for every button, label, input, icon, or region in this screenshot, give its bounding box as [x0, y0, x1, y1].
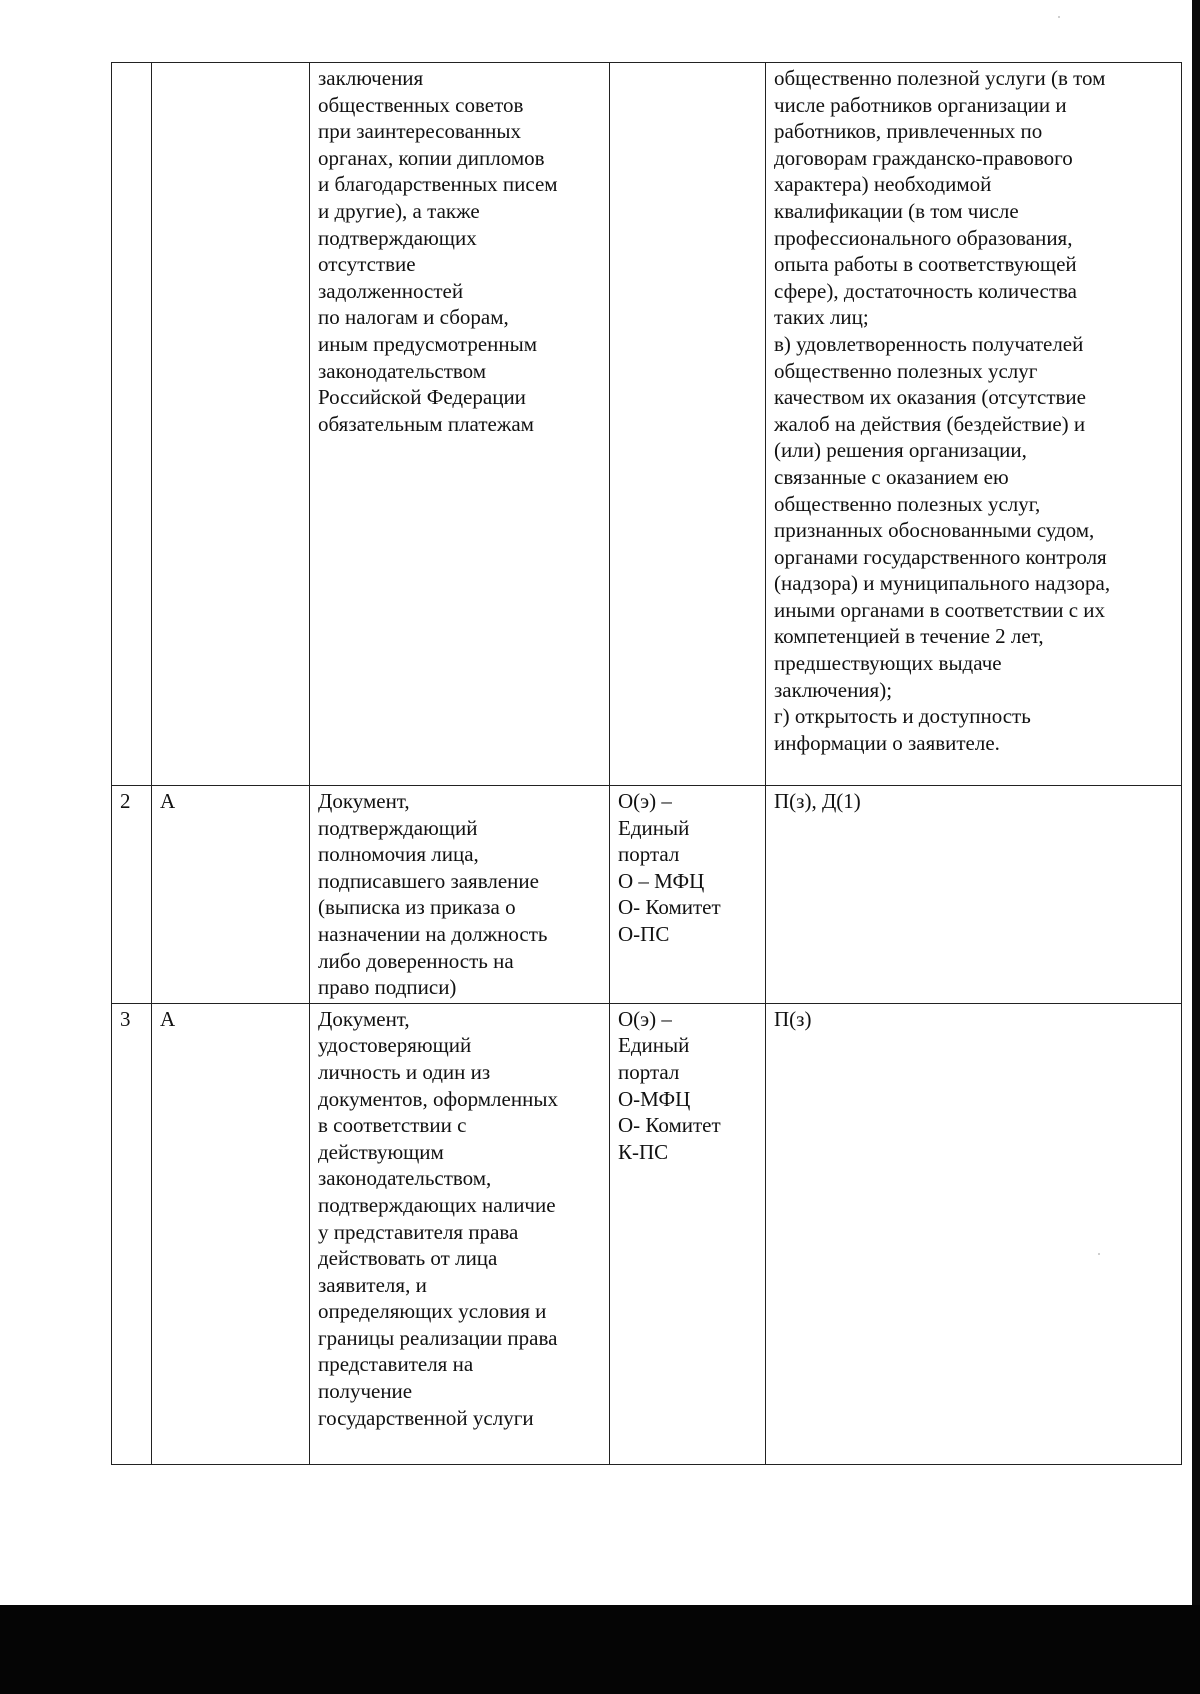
- cell-text-line: О-ПС: [618, 921, 670, 946]
- cell-text-line: Российской Федерации: [318, 385, 526, 410]
- cell-text-line: либо доверенность на: [318, 948, 514, 973]
- cell-text-line: компетенцией в течение 2 лет,: [774, 624, 1044, 649]
- cell-text-line: законодательством: [318, 358, 487, 383]
- cell-text-line: договорам гражданско-правового: [774, 145, 1073, 170]
- cell-text-line: (или) решения организации,: [774, 438, 1027, 463]
- cell-text-line: обязательным платежам: [318, 411, 534, 436]
- cell-text-line: опыта работы в соответствующей: [774, 252, 1077, 277]
- cell-text-line: личность и один из: [318, 1059, 491, 1084]
- scan-speck: [1058, 16, 1060, 18]
- table-row: [112, 63, 1182, 786]
- cell-text-line: общественно полезной услуги (в том: [774, 66, 1106, 90]
- cell-text-line: у представителя права: [318, 1219, 519, 1244]
- requirement-cell: [766, 1003, 1182, 1464]
- cell-text-line: жалоб на действия (бездействие) и: [774, 411, 1086, 436]
- document-cell: [310, 1003, 610, 1464]
- row-letter-cell: А: [152, 786, 310, 1004]
- requirement-cell: [766, 63, 1182, 786]
- cell-text-line: общественно полезных услуг: [774, 358, 1038, 383]
- row-number-cell: 2: [112, 786, 152, 1004]
- cell-text-line: О- Комитет: [618, 895, 721, 920]
- requirement-cell: [766, 786, 1182, 1004]
- cell-text-line: представителя на: [318, 1352, 474, 1377]
- cell-text-line: общественно полезных услуг,: [774, 491, 1041, 516]
- cell-text-line: определяющих условия и: [318, 1299, 547, 1324]
- cell-text-line: полномочия лица,: [318, 842, 479, 867]
- scan-edge-shadow: [1192, 0, 1200, 1694]
- cell-text-line: характера) необходимой: [774, 172, 992, 197]
- cell-text-line: действовать от лица: [318, 1246, 498, 1271]
- cell-text-line: (надзора) и муниципального надзора,: [774, 571, 1111, 596]
- cell-text-line: задолженностей: [318, 278, 464, 303]
- source-cell: [610, 1003, 766, 1464]
- cell-text-line: границы реализации права: [318, 1325, 558, 1350]
- cell-text-line: в соответствии с: [318, 1113, 467, 1138]
- cell-text-line: профессионального образования,: [774, 225, 1073, 250]
- cell-text-line: подтверждающих: [318, 225, 477, 250]
- cell-text-line: подтверждающих наличие: [318, 1192, 556, 1217]
- cell-text-line: назначении на должность: [318, 921, 548, 946]
- row-number-cell: 3: [112, 1003, 152, 1464]
- cell-text-line: иным предусмотренным: [318, 331, 538, 356]
- cell-text-line: предшествующих выдаче: [774, 651, 1002, 676]
- cell-text-line: отсутствие: [318, 252, 416, 277]
- document-table: [111, 62, 1182, 1465]
- cell-text-line: иными органами в соответствии с их: [774, 597, 1106, 622]
- document-cell: [310, 786, 610, 1004]
- cell-text-line: удостоверяющий: [318, 1033, 472, 1058]
- cell-text-line: право подписи): [318, 975, 457, 1000]
- cell-text-line: портал: [618, 842, 680, 867]
- cell-text-line: О-МФЦ: [618, 1086, 691, 1111]
- cell-text-line: О- Комитет: [618, 1113, 721, 1138]
- cell-text-line: качеством их оказания (отсутствие: [774, 385, 1086, 410]
- cell-text-line: квалификации (в том числе: [774, 198, 1019, 223]
- cell-text-line: (выписка из приказа о: [318, 895, 516, 920]
- cell-text-line: О(э) –: [618, 1006, 672, 1031]
- cell-text-line: документов, оформленных: [318, 1086, 558, 1111]
- document-cell: [310, 63, 610, 786]
- cell-text-line: действующим: [318, 1139, 444, 1164]
- cell-text-line: портал: [618, 1059, 680, 1084]
- source-cell: [610, 786, 766, 1004]
- cell-text-line: О(э) –: [618, 789, 672, 813]
- cell-text-line: П(з): [774, 1006, 812, 1031]
- cell-text-line: законодательством,: [318, 1166, 492, 1191]
- cell-text-line: Единый: [618, 1033, 690, 1058]
- cell-text-line: Документ,: [318, 1006, 410, 1031]
- cell-text-line: и благодарственных писем: [318, 172, 558, 197]
- cell-text-line: и другие), а также: [318, 198, 480, 223]
- table-row: [112, 786, 1182, 1004]
- cell-text-line: Единый: [618, 815, 690, 840]
- cell-text-line: по налогам и сборам,: [318, 305, 509, 330]
- scan-speck: [1098, 1253, 1100, 1255]
- row-number-cell: [112, 63, 152, 786]
- scan-bottom-band: [0, 1605, 1200, 1694]
- cell-text-line: при заинтересованных: [318, 119, 522, 144]
- cell-text-line: получение: [318, 1379, 413, 1404]
- cell-text-line: таких лиц;: [774, 305, 869, 330]
- cell-text-line: К-ПС: [618, 1139, 669, 1164]
- cell-text-line: г) открытость и доступность: [774, 704, 1031, 729]
- cell-text-line: информации о заявителе.: [774, 730, 1000, 755]
- cell-text-line: заключения);: [774, 677, 893, 702]
- row-letter-cell: А: [152, 1003, 310, 1464]
- cell-text-line: органах, копии дипломов: [318, 145, 545, 170]
- cell-text-line: заявителя, и: [318, 1272, 427, 1297]
- cell-text-line: П(з), Д(1): [774, 789, 861, 813]
- cell-text-line: признанных обоснованными судом,: [774, 518, 1095, 543]
- cell-text-line: в) удовлетворенность получателей: [774, 331, 1084, 356]
- cell-text-line: подтверждающий: [318, 815, 478, 840]
- cell-text-line: общественных советов: [318, 92, 524, 117]
- cell-text-line: работников, привлеченных по: [774, 119, 1043, 144]
- cell-text-line: заключения: [318, 66, 424, 90]
- source-cell: [610, 63, 766, 786]
- cell-text-line: сфере), достаточность количества: [774, 278, 1078, 303]
- cell-text-line: О – МФЦ: [618, 868, 705, 893]
- cell-text-line: Документ,: [318, 789, 410, 813]
- cell-text-line: государственной услуги: [318, 1405, 534, 1430]
- cell-text-line: органами государственного контроля: [774, 544, 1107, 569]
- cell-text-line: связанные с оказанием ею: [774, 464, 1009, 489]
- row-letter-cell: [152, 63, 310, 786]
- table-row: [112, 1003, 1182, 1464]
- cell-text-line: числе работников организации и: [774, 92, 1067, 117]
- cell-text-line: подписавшего заявление: [318, 868, 539, 893]
